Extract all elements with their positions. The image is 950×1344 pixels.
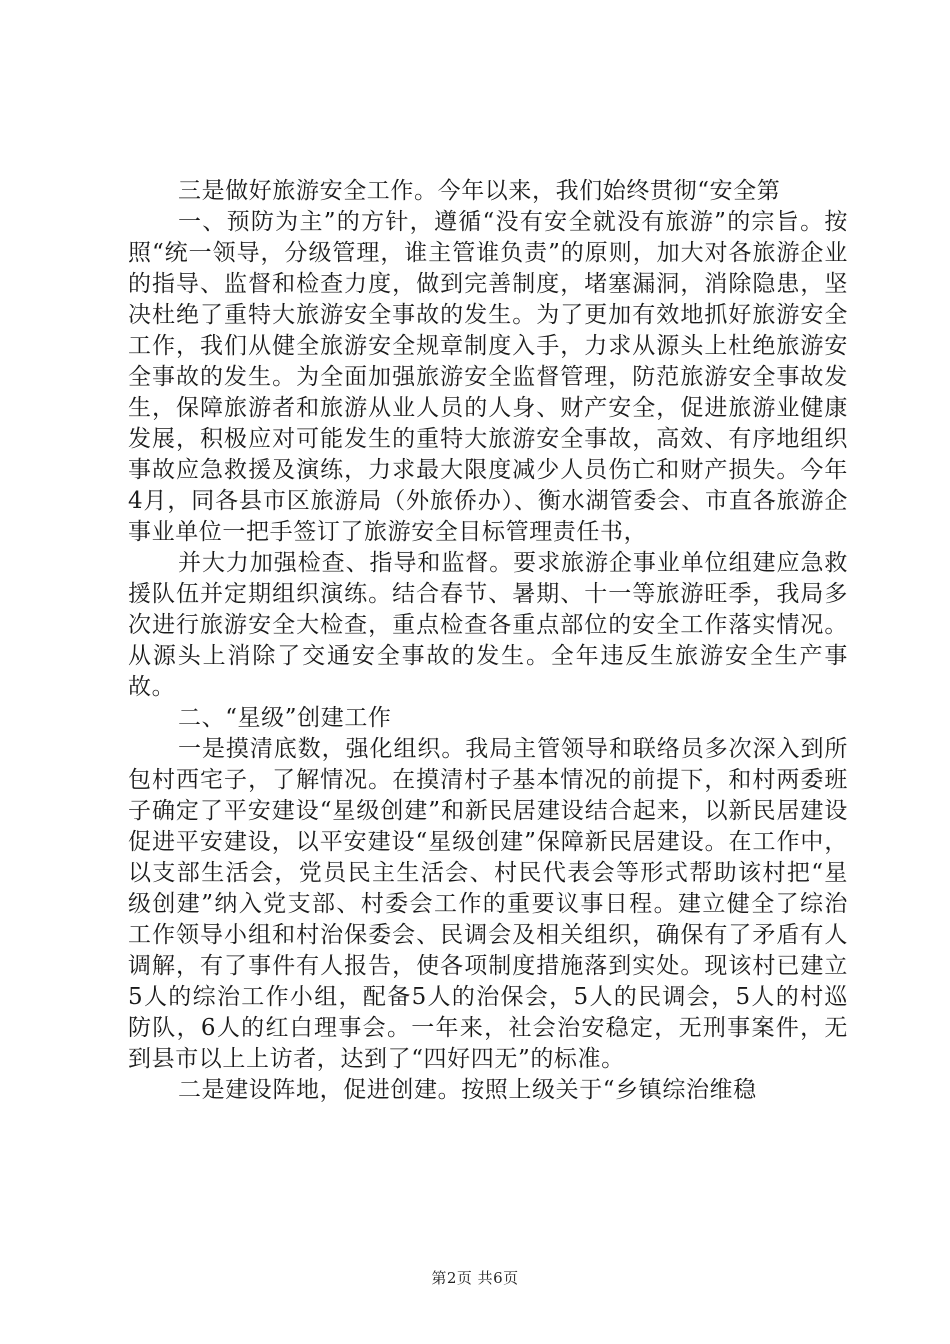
body-text [128,176,848,1106]
paragraph-position-building: 二是建设阵地，促进创建。按照上级关于“乡镇综治维稳 [178,1077,757,1103]
paragraph-tourism-safety-intro: 三是做好旅游安全工作。今年以来，我们始终贯彻“安全第 [178,178,781,204]
paragraph-organization: 一是摸清底数，强化组织。我局主管领导和联络员多次深入到所包村西宅子，了解情况。在摸清村子基本情况的前提下，和村两委班子确定了平安建设“星级创建”和新民居建设结合起来，以新民居建设促进平安建设，以平安建设“星级创建”保障新民居建设。在工作中，以支部生活会，党员民主生活会、村民代表会等形式帮助该村把“星级创建”纳入党支部、村委会工作的重要议事日程。建立健全了综治工作领导小组和村治保委会、民调会及相关组织，确保有了矛盾有人调解，有了事件有人报告，使各项制度措施落到实处。现该村已建立5人的综治工作小组，配备5人的治保会，5人的民调会，5人的村巡防队，6人的红白理事会。一年来，社会治安稳定，无刑事案件，无到县市以上上访者，达到了“四好四无”的标准。 [128,736,848,1072]
page-footer: 第2页 共6页 [431,1269,519,1287]
paragraph-tourism-safety-details: 一、预防为主”的方针，遵循“没有安全就没有旅游”的宗旨。按照“统一领导，分级管理，谁主管谁负责”的原则，加大对各旅游企业的指导、监督和检查力度，做到完善制度，堵塞漏洞，消除隐患，坚决杜绝了重特大旅游安全事故的发生。为了更加有效地抓好旅游安全工作，我们从健全旅游安全规章制度入手，力求从源头上杜绝旅游安全事故的发生。为全面加强旅游安全监督管理，防范旅游安全事故发生，保障旅游者和旅游从业人员的人身、财产安全，促进旅游业健康发展，积极应对可能发生的重特大旅游安全事故，高效、有序地组织事故应急救援及演练，力求最大限度减少人员伤亡和财产损失。今年4月，同各县市区旅游局（外旅侨办）、衡水湖管委会、市直各旅游企事业单位一把手签订了旅游安全目标管理责任书， [128,209,848,545]
paragraph-inspection-supervision: 并大力加强检查、指导和监督。要求旅游企事业单位组建应急救援队伍并定期组织演练。结合春节、暑期、十一等旅游旺季，我局多次进行旅游安全大检查，重点检查各重点部位的安全工作落实情况。从源头上消除了交通安全事故的发生。全年违反生旅游安全生产事故。 [128,550,848,700]
section-heading-star-creation: 二、“星级”创建工作 [178,705,392,731]
